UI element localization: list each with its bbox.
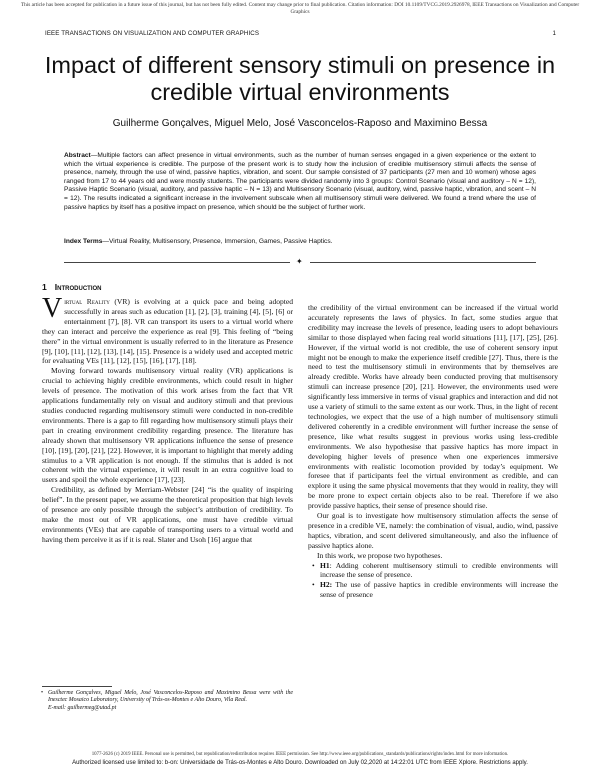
drop-cap: V <box>42 293 63 324</box>
section-divider <box>64 258 536 266</box>
first-words: irtual Reality <box>64 297 110 306</box>
paper-title: Impact of different sensory stimuli on presence in credible virtual environments <box>44 52 556 105</box>
author-list: Guilherme Gonçalves, Miguel Melo, José Vasconcelos-Raposo and Maximino Bessa <box>112 118 488 129</box>
divider-line-right <box>310 262 536 263</box>
section-title: Introduction <box>54 282 102 292</box>
footnote-affiliation: Guilherme Gonçalves, Miguel Melo, José Vasconcelos-Raposo and Maximino Bessa were with the Inesctec Mosaico Laboratory, University of Trás-os-Montes e Alto Douro, Vila Real. <box>48 690 293 704</box>
section-number: 1 <box>42 282 47 292</box>
h1-bullet: • <box>312 560 315 570</box>
abstract-text: —Multiple factors can affect presence in virtual environments, such as the number of human senses engaged in a given experience or the extent to which the virtual experience is credible. The purpose of the present work is to study how the inclusion of credible multisensory stimuli affects the sense of presence, namely, through the use of wind, passive haptics, vibration, and scent. Our sample consisted of 37 participants (27 men and 10 women) whose ages ranged from 17 to 44 years old and were mostly students. The participants were divided randomly into 3 groups: Control Scenario (visual and auditory – N = 12), Passive Haptic Scenario (visual, auditory, and passive haptic – N = 13) and Multisensory Scenario (visual, auditory, wind, passive haptic, vibration, and scent – N = 12). The results indicated a significant increase in the involvement subscale when all multisensory stimuli were delivered. We found a trend where the use of passive haptics by itself has a positive impact on presence, which should be the subject of further work. <box>64 152 536 211</box>
intro-paragraph-5: Our goal is to investigate how multisensory stimulation affects the sense of presence in a credible VE, namely: the combination of visual, audio, wind, passive haptics, vibration, and scent delivered simultaneously, and also the influence of passive haptics alone. <box>308 511 558 550</box>
h2-label: H2: <box>320 580 333 590</box>
h1-label: H1 <box>320 560 330 570</box>
h1-text: : Adding coherent multisensory stimuli to credible environments will increase the sense of presence. <box>320 560 558 580</box>
section-heading <box>42 282 102 292</box>
intro-paragraph-6: In this work, we propose two hypotheses. <box>317 550 443 560</box>
footnote-rule <box>42 686 112 687</box>
hypothesis-h2 <box>308 580 558 600</box>
intro-paragraph-1 <box>42 293 293 366</box>
divider-line-left <box>64 262 290 263</box>
author-footnote <box>41 690 293 712</box>
top-publication-note: This article has been accepted for publication in a future issue of this journal, but has not been fully edited. Content may change prior to final publication. Citation information: DOI 10.1109/TVCG.2019.2926978, IEEE Transactions on Visualization and Computer Graphics <box>20 2 580 15</box>
left-column <box>42 293 293 545</box>
license-note: Authorized licensed use limited to: b-on: Universidade de Trás-os-Montes e Alto Douro. Downloaded on July 02,2020 at 14:22:01 UTC from IEEE Xplore. Restrictions apply. <box>72 760 528 766</box>
intro-paragraph-3: Credibility, as defined by Merriam-Webster [24] “is the quality of inspiring belief”. In the present paper, we assume the theoretical proposition that high levels of presence are only possible through the subject’s attribution of credibility. To make the most out of VR applications, one must have credible virtual environments (VEs) that are capable of transporting users to a virtual world and having them perceive it as if it is real. Slater and Usoh [16] argue that <box>42 485 293 544</box>
intro-paragraph-1-text: (VR) is evolving at a quick pace and being adopted successfully in areas such as education [1], [2], [3], training [4], [5], [6] or entertainment [7], [8]. VR can transport its users to a virtual world where they can interact and perceive the experience as real [9]. This feeling of “being there” in the virtual environment is usually referred to in the literature as Presence [9], [10], [11], [12], [13], [14], [15]. Presence is a widely used and accepted metric for evaluating VEs [11], [12], [15], [16], [17], [18]. <box>42 297 293 366</box>
h2-bullet: • <box>312 580 315 590</box>
journal-header: IEEE TRANSACTIONS ON VISUALIZATION AND COMPUTER GRAPHICS <box>45 30 260 37</box>
h2-text: The use of passive haptics in credible environments will increase the sense of presence <box>320 580 558 600</box>
right-column <box>308 303 558 600</box>
copyright-note: 1077-2626 (c) 2019 IEEE. Personal use is permitted, but republication/redistribution requires IEEE permission. See http://www.ieee.org/publications_standards/publications/rights/index.html for more information. <box>91 752 509 757</box>
index-terms-label: Index Terms <box>64 238 103 245</box>
footnote-bullet: • <box>41 690 44 696</box>
abstract <box>64 152 536 212</box>
divider-diamond-icon: ✦ <box>296 257 303 266</box>
hypothesis-h1 <box>308 561 558 581</box>
index-terms-text: —Virtual Reality, Multisensory, Presence, Immersion, Games, Passive Haptics. <box>102 238 333 245</box>
intro-paragraph-2: Moving forward towards multisensory virtual reality (VR) applications is crucial to achieving highly credible environments, which could result in higher levels of presence. The motivation of this work arises from the fact that VR applications fundamentally rely on visual and auditory stimuli and that previous studies conducted regarding multisensory stimuli were conducted in non-credible environments. There is a gap to fill regarding how multisensory stimuli plays their part in creating environment credibility regarding presence. The literature has already shown that multisensory VR applications influence the sense of presence [10], [19], [20], [21], [22]. However, it is important to highlight that merely adding stimulus to a VR application is not enough. If the stimulus that is added is not coherent with the virtual experience, it will result in an extra cognitive load to users and spoil the whole experience [17], [23]. <box>42 366 293 485</box>
intro-paragraph-4: the credibility of the virtual environment can be increased if the virtual world accurately represents the laws of physics. In fact, some studies argue that credibility may increase the levels of presence, leading users to adopt behaviours similar to those displayed when facing real world situations [11], [17], [25], [26]. However, if the virtual world is not credible, the use of coherent sensory input might not be enough to make the experience itself credible [27]. Thus, there is the need to test the multisensory stimuli in environments that by themselves are already credible. Works have already been conducted proving that multisensory stimuli can increase presence [20], [21]. However, the environments used were significantly less immersive in terms of visual graphics and interaction and did not use a variety of stimuli to the same extent as our work. Thus, in the light of recent technologies, we expect that the use of a high number of multisensory stimuli delivered coherently in a credible environment will further increase the sense of presence, like what results suggest in previous works using less-credible environments. We also hypothesise that passive haptics has more impact in developing higher levels of presence when one experiences immersive environments with realistic locomotion provided by today’s equipment. We foresee that if participants feel the virtual environment as credible, and can explore it using the same physical movements that they would in reality, they will be more prone to expect certain objects also to be real. Therefore if we also provide passive haptics, their sense of presence should rise. <box>308 303 558 511</box>
index-terms <box>64 238 536 247</box>
abstract-label: Abstract <box>64 152 91 159</box>
page-number: 1 <box>552 30 556 37</box>
footnote-email: E-mail: guilhermeg@utad.pt <box>48 704 117 711</box>
hypotheses-list <box>308 561 558 601</box>
